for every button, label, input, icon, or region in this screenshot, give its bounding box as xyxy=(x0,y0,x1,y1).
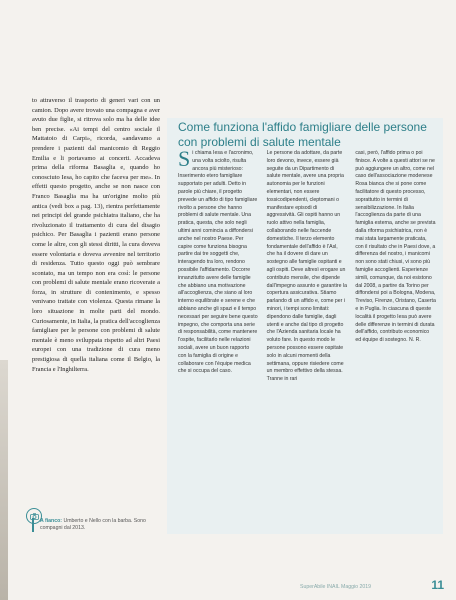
box-text-2: Le persone da adottare, da parte loro devono, invece, essere già seguite da un Dipartimento di salute mentale, avere una propria autonomia per le funzioni elementari, non essere tossicodipendenti, cleptomani o manifestare episodi di aggressività. Gli ospiti hanno un ruolo attivo nella famiglia, collaborando nelle faccende domestiche. Il terzo elemento fondamentale dell'affido è l'Asl, che ha il dovere di dare un sostegno alle famiglie ospitanti e agli ospiti. Deve altresì erogare un contributo mensile, che dipende dall'impegno assunto e garantire la copertura assicurativa. Stiamo parlando di un affido e, come per i minori, i tempi sono limitati: dipendono dalle famiglie, dagli utenti e anche dal tipo di progetto che l'Azienda sanitaria locale ha voluto fare. In questo modo le persone possono essere ospitate solo in alcuni momenti della settimana, oppure risiedere come un membro effettivo della stessa. Tranne in rari xyxy=(266,150,347,383)
photo-caption xyxy=(32,518,168,532)
box-title: Come funziona l'affido famigliare delle persone con problemi di salute mentale xyxy=(178,120,427,149)
article-column xyxy=(32,96,160,374)
box-text-1: i chiama Iesa e l'acronimo, una volta sciolto, risulta ancora più misterioso: Inserimento etero famigliare supportato per adulti. Detto in parole più chiare, il progetto prevede un affido di tipo famigliare rivolto a persone che hanno problemi di salute mentale. Una pratica, questa, che solo negli ultimi anni comincia a diffondersi anche nel nostro Paese. Per capire come funziona bisogna partire dai tre soggetti che, interagendo tra loro, rendono possibile l'affidamento. Occorre innanzitutto avere delle famiglie che abbiano una motivazione all'accoglienza, che siano al loro interno equilibrate e serene e che abbiano anche gli spazi e il tempo necessari per seguire bene questo impegno, che comporta una serie di responsabilità, come mantenere l'ospite, facilitarlo nelle relazioni sociali, avere un buon rapporto con la famiglia di origine e collaborare con l'équipe medica che si occupa del caso. xyxy=(178,150,258,375)
box-column-2 xyxy=(267,150,348,384)
article-text: to attraverso il trasporto di generi vari con un camion. Dopo avere trovato una compagna e aver avuto due figlie, si ritrova solo ma ha delle idee ben precise. «Ai tempi del centro sociale il Mattatoio di Carpi», ricorda, «andavamo a prendere i pazienti dal manicomio di Reggio Emilia e li portavamo ai concerti. Accadeva prima della riforma Basaglia e, quando ho conosciuto Iesa, ho capito che faceva per me». In effetti questo progetto, anche se non nasce con Franco Basaglia ma ha un'origine molto più antica (vedi box a pag. 13), rientra perfettamente nei principi del grande psichiatra italiano, che ha rivoluzionato il trattamento di cura del disagio psichico. Per Basaglia i pazienti erano persone come le altre, con gli stessi diritti, la cura doveva essere volontaria e doveva avvenire nel territorio di residenza. Tutto questo oggi può sembrare scontato, ma un tempo non era così: le persone con problemi di salute mentale erano ricoverate a forza, in strutture di contenimento, e spesso venivano trattate con violenza. Questa rimane la loro situazione in molte parti del mondo. Curiosamente, in Italia, la pratica dell'accoglienza famigliare per le persone con problemi di salute mentale è meno sviluppata rispetto ad altri Paesi europei con una tradizione di cura meno prestigiosa di quella italiana come il Belgio, la Francia e l'Inghilterra. xyxy=(32,97,160,373)
drop-cap: S xyxy=(178,146,191,171)
box-columns xyxy=(178,146,436,384)
page-number: 11 xyxy=(431,578,444,592)
box-text-3: casi, però, l'affido prima o poi finisce. A volte a questi attori se ne può aggiungere un altro, come nel caso dell'associazione modenese Rosa bianca che si pone come facilitatore di questo processo, soprattutto in termini di sensibilizzazione. In Italia l'accoglienza da parte di una famiglia esterna, anche se prevista dalla riforma psichiatrica, non è mai stata largamente praticata, con il risultato che in Paesi dove, a differenza del nostro, i manicomi non sono stati chiusi, vi sono più famiglie accoglienti. Esperienze simili, comunque, da noi esistono dal 2008, a partire da Torino per diffondersi poi a Bologna, Modena, Treviso, Firenze, Oristano, Caserta e in Puglia. In ciascuna di queste località il progetto Iesa può avere delle differenze in termini di durata dell'affido, contributo economico ed équipe di sostegno. N. R. xyxy=(355,150,436,344)
caption-text: Umberto e Nello con la barba. Sono compagni dal 2013. xyxy=(40,518,146,531)
box-column-1 xyxy=(178,146,259,384)
box-column-3 xyxy=(355,150,436,384)
caption-label: A fianco: xyxy=(40,518,62,524)
footer-magazine: SuperAbile INAIL Maggio 2019 xyxy=(300,584,372,590)
photo-edge xyxy=(0,360,8,600)
